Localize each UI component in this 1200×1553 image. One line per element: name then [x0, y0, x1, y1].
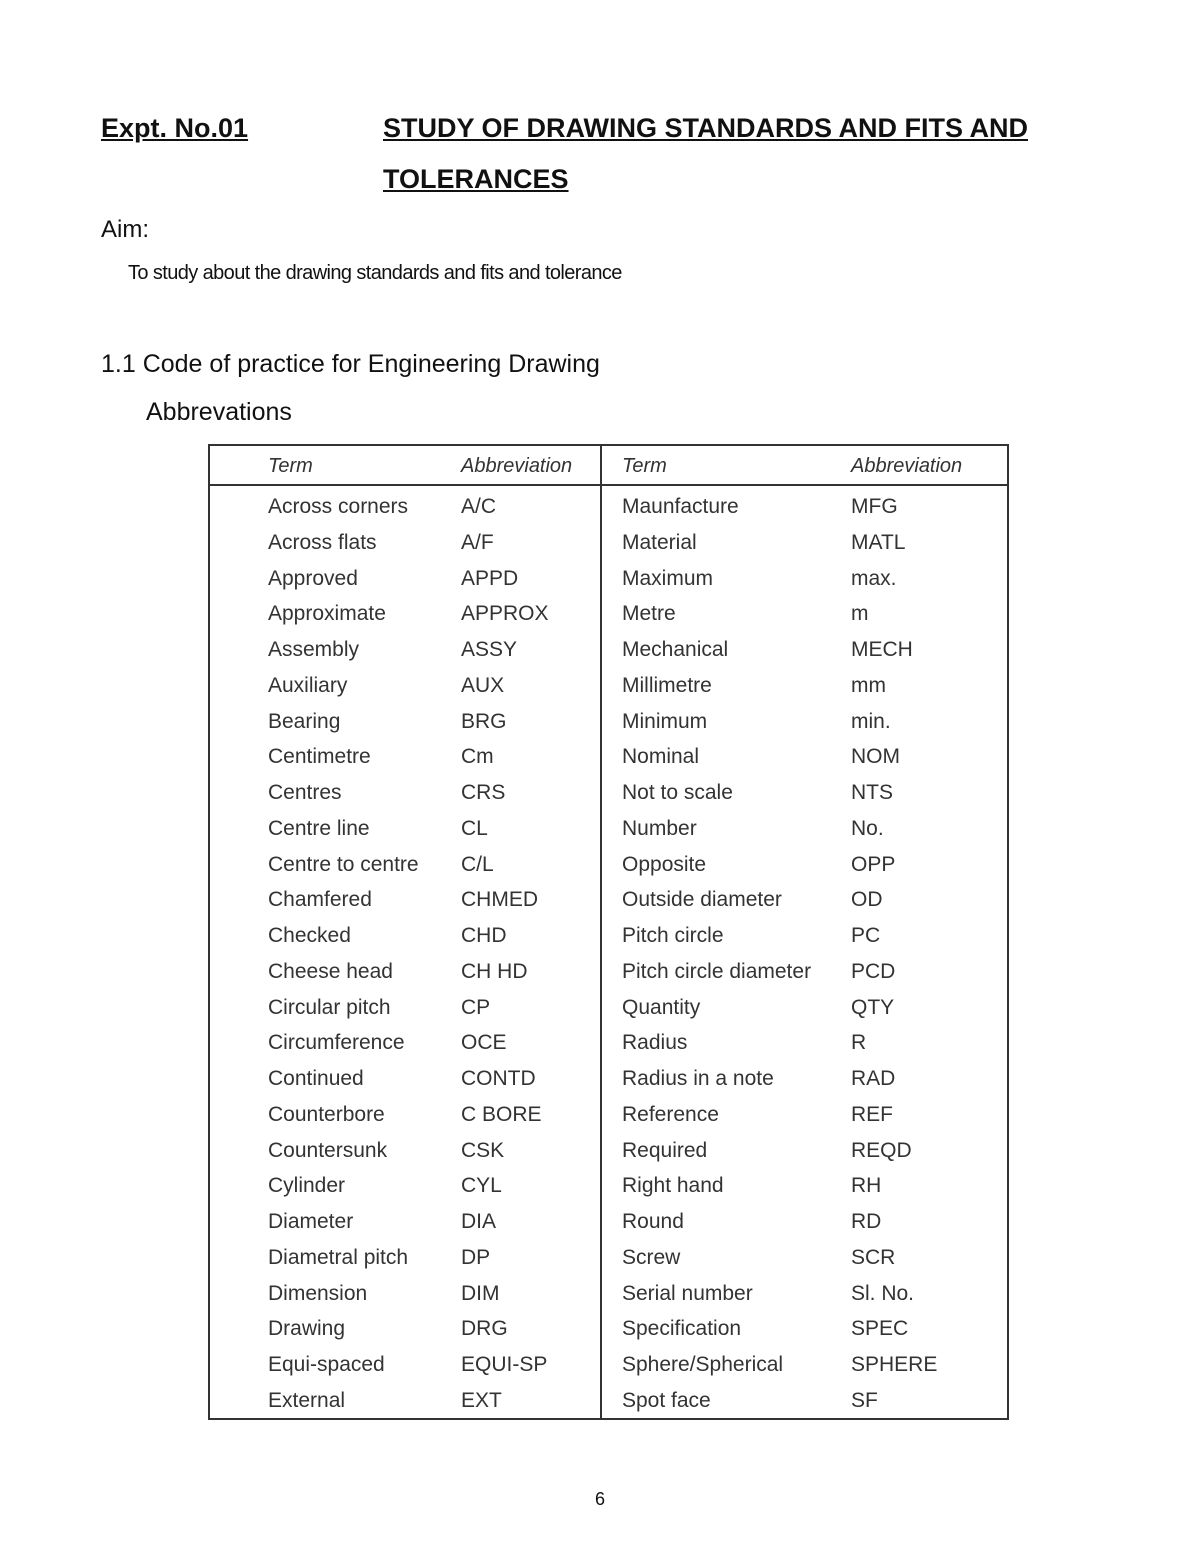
table-body — [210, 493, 1007, 1423]
table-cell-term-right: Opposite — [622, 852, 707, 876]
table-cell-term-right: Radius in a note — [622, 1067, 774, 1090]
table-row — [210, 565, 1007, 601]
table-cell-abbreviation-right: REF — [851, 1102, 893, 1126]
table-cell-term-left: Centres — [268, 781, 342, 804]
table-cell-abbreviation-left: EQUI-SP — [461, 1353, 548, 1376]
table-cell-abbreviation-left: CH HD — [461, 959, 528, 983]
table-cell-term-right: Reference — [622, 1102, 719, 1126]
table-cell-abbreviation-right: MECH — [851, 638, 913, 661]
table-cell-abbreviation-left: DRG — [461, 1317, 508, 1341]
table-header-divider — [210, 484, 1007, 486]
table-row — [210, 1387, 1007, 1423]
table-cell-term-right: Right hand — [622, 1174, 724, 1198]
table-cell-term-left: Centre to centre — [268, 852, 419, 876]
table-row — [210, 851, 1007, 887]
table-row — [210, 1208, 1007, 1244]
table-cell-abbreviation-right: MATL — [851, 530, 906, 554]
table-cell-abbreviation-right: REQD — [851, 1138, 912, 1162]
table-header-abbreviation-1: Abbreviation — [461, 455, 573, 477]
table-row — [210, 1065, 1007, 1101]
table-cell-abbreviation-left: C/L — [461, 852, 494, 876]
table-cell-term-right: Maunfacture — [622, 495, 739, 518]
table-row — [210, 815, 1007, 851]
table-cell-abbreviation-right: RH — [851, 1174, 882, 1198]
table-cell-term-right: Nominal — [622, 745, 700, 769]
table-cell-term-right: Material — [622, 530, 697, 554]
table-cell-abbreviation-right: m — [851, 602, 869, 626]
table-row — [210, 1137, 1007, 1173]
aim-text: To study about the drawing standards and fits and tolerance — [128, 262, 622, 284]
table-cell-term-right: Spot face — [622, 1388, 711, 1412]
table-row — [210, 1172, 1007, 1208]
table-cell-abbreviation-right: OPP — [851, 852, 896, 876]
table-cell-term-right: Not to scale — [622, 781, 733, 804]
table-cell-term-left: Circumference — [268, 1031, 405, 1055]
table-cell-term-left: Chamfered — [268, 888, 372, 912]
table-cell-abbreviation-left: Cm — [461, 745, 494, 769]
table-cell-term-left: External — [268, 1388, 346, 1412]
table-cell-term-left: Assembly — [268, 638, 360, 661]
table-row — [210, 922, 1007, 958]
table-cell-abbreviation-left: DIA — [461, 1210, 497, 1233]
table-cell-term-right: Sphere/Spherical — [622, 1353, 784, 1376]
table-row — [210, 1351, 1007, 1387]
table-row — [210, 1280, 1007, 1316]
table-cell-abbreviation-left: BRG — [461, 709, 507, 733]
table-row — [210, 1029, 1007, 1065]
table-cell-term-right: Maximum — [622, 566, 714, 590]
table-cell-abbreviation-right: R — [851, 1031, 867, 1055]
table-cell-term-right: Quantity — [622, 995, 701, 1019]
table-row — [210, 779, 1007, 815]
table-cell-abbreviation-left: CONTD — [461, 1067, 536, 1090]
table-cell-abbreviation-left: A/F — [461, 530, 494, 554]
table-cell-abbreviation-right: RAD — [851, 1067, 896, 1090]
table-cell-abbreviation-left: DP — [461, 1245, 491, 1269]
table-cell-term-left: Countersunk — [268, 1138, 388, 1162]
table-cell-term-left: Approved — [268, 566, 358, 590]
table-cell-term-left: Cheese head — [268, 959, 393, 983]
table-cell-abbreviation-right: SF — [851, 1388, 878, 1412]
page-title-line-1: STUDY OF DRAWING STANDARDS AND FITS AND — [383, 113, 1028, 143]
experiment-number: Expt. No.01 — [101, 113, 249, 143]
table-cell-abbreviation-left: C BORE — [461, 1102, 542, 1126]
table-cell-abbreviation-right: SPEC — [851, 1317, 909, 1341]
table-header-term-2: Term — [622, 455, 667, 477]
table-row — [210, 1315, 1007, 1351]
table-cell-abbreviation-right: RD — [851, 1210, 882, 1233]
table-row — [210, 1244, 1007, 1280]
table-cell-abbreviation-right: NTS — [851, 781, 893, 804]
table-cell-term-left: Dimension — [268, 1281, 368, 1305]
table-cell-term-left: Approximate — [268, 602, 386, 626]
table-cell-term-right: Screw — [622, 1245, 681, 1269]
table-cell-abbreviation-left: CHMED — [461, 888, 538, 912]
table-row — [210, 529, 1007, 565]
table-row — [210, 493, 1007, 529]
table-cell-term-left: Continued — [268, 1067, 364, 1090]
table-cell-abbreviation-right: max. — [851, 566, 897, 590]
table-cell-term-right: Pitch circle diameter — [622, 959, 812, 983]
table-cell-term-right: Number — [622, 816, 697, 840]
table-row — [210, 743, 1007, 779]
section-subheading: Abbrevations — [146, 398, 292, 426]
table-cell-term-left: Checked — [268, 924, 351, 947]
table-row — [210, 708, 1007, 744]
table-row — [210, 958, 1007, 994]
table-cell-abbreviation-left: CRS — [461, 781, 506, 804]
aim-label: Aim: — [101, 216, 149, 243]
table-cell-term-left: Diameter — [268, 1210, 354, 1233]
table-row — [210, 1101, 1007, 1137]
table-cell-term-right: Outside diameter — [622, 888, 782, 912]
table-cell-abbreviation-left: CSK — [461, 1138, 505, 1162]
table-cell-term-left: Centimetre — [268, 745, 371, 769]
table-cell-term-left: Diametral pitch — [268, 1245, 409, 1269]
table-row — [210, 886, 1007, 922]
table-cell-term-right: Radius — [622, 1031, 688, 1055]
table-cell-term-right: Specification — [622, 1317, 742, 1341]
table-cell-abbreviation-left: OCE — [461, 1031, 507, 1055]
table-cell-abbreviation-left: APPD — [461, 566, 519, 590]
table-cell-term-left: Across corners — [268, 495, 409, 518]
table-cell-term-right: Millimetre — [622, 673, 712, 697]
table-cell-abbreviation-right: MFG — [851, 495, 898, 518]
table-header-term-1: Term — [268, 455, 313, 477]
table-cell-term-left: Counterbore — [268, 1102, 385, 1126]
table-cell-abbreviation-left: DIM — [461, 1281, 500, 1305]
abbreviations-table — [208, 444, 1009, 1420]
table-row — [210, 600, 1007, 636]
table-cell-abbreviation-left: APPROX — [461, 602, 549, 626]
table-cell-term-right: Round — [622, 1210, 684, 1233]
table-cell-term-left: Drawing — [268, 1317, 346, 1341]
page-title-line-2: TOLERANCES — [383, 164, 569, 194]
table-cell-abbreviation-right: min. — [851, 709, 891, 733]
table-cell-abbreviation-right: PCD — [851, 959, 896, 983]
table-cell-term-right: Metre — [622, 602, 676, 626]
table-row — [210, 672, 1007, 708]
table-row — [210, 994, 1007, 1030]
table-cell-abbreviation-right: SPHERE — [851, 1353, 938, 1376]
table-cell-abbreviation-right: PC — [851, 924, 881, 947]
table-cell-term-left: Equi-spaced — [268, 1353, 385, 1376]
table-cell-term-left: Cylinder — [268, 1174, 346, 1198]
table-cell-abbreviation-left: CL — [461, 816, 488, 840]
table-cell-term-left: Auxiliary — [268, 673, 348, 697]
section-heading: 1.1 Code of practice for Engineering Drawing — [101, 350, 600, 378]
table-cell-abbreviation-right: No. — [851, 816, 884, 840]
table-cell-abbreviation-right: Sl. No. — [851, 1281, 915, 1305]
table-cell-abbreviation-left: CP — [461, 995, 491, 1019]
table-row — [210, 636, 1007, 672]
table-cell-term-right: Minimum — [622, 709, 708, 733]
table-cell-abbreviation-right: QTY — [851, 995, 895, 1019]
table-cell-term-right: Pitch circle — [622, 924, 724, 947]
table-cell-term-right: Mechanical — [622, 638, 729, 661]
table-cell-abbreviation-right: OD — [851, 888, 883, 912]
table-cell-abbreviation-right: NOM — [851, 745, 900, 769]
table-cell-term-left: Centre line — [268, 816, 370, 840]
page-number: 6 — [594, 1489, 605, 1509]
table-cell-term-left: Across flats — [268, 530, 377, 554]
table-cell-abbreviation-right: SCR — [851, 1245, 896, 1269]
table-cell-term-left: Circular pitch — [268, 995, 391, 1019]
table-cell-term-right: Serial number — [622, 1281, 753, 1305]
table-cell-term-left: Bearing — [268, 709, 341, 733]
table-cell-abbreviation-left: AUX — [461, 673, 505, 697]
table-cell-abbreviation-left: CYL — [461, 1174, 502, 1198]
table-cell-abbreviation-left: CHD — [461, 924, 507, 947]
table-cell-term-right: Required — [622, 1138, 708, 1162]
table-cell-abbreviation-left: ASSY — [461, 638, 518, 661]
table-header-abbreviation-2: Abbreviation — [851, 455, 963, 477]
table-cell-abbreviation-left: A/C — [461, 495, 497, 518]
table-cell-abbreviation-left: EXT — [461, 1388, 502, 1412]
table-cell-abbreviation-right: mm — [851, 673, 886, 697]
